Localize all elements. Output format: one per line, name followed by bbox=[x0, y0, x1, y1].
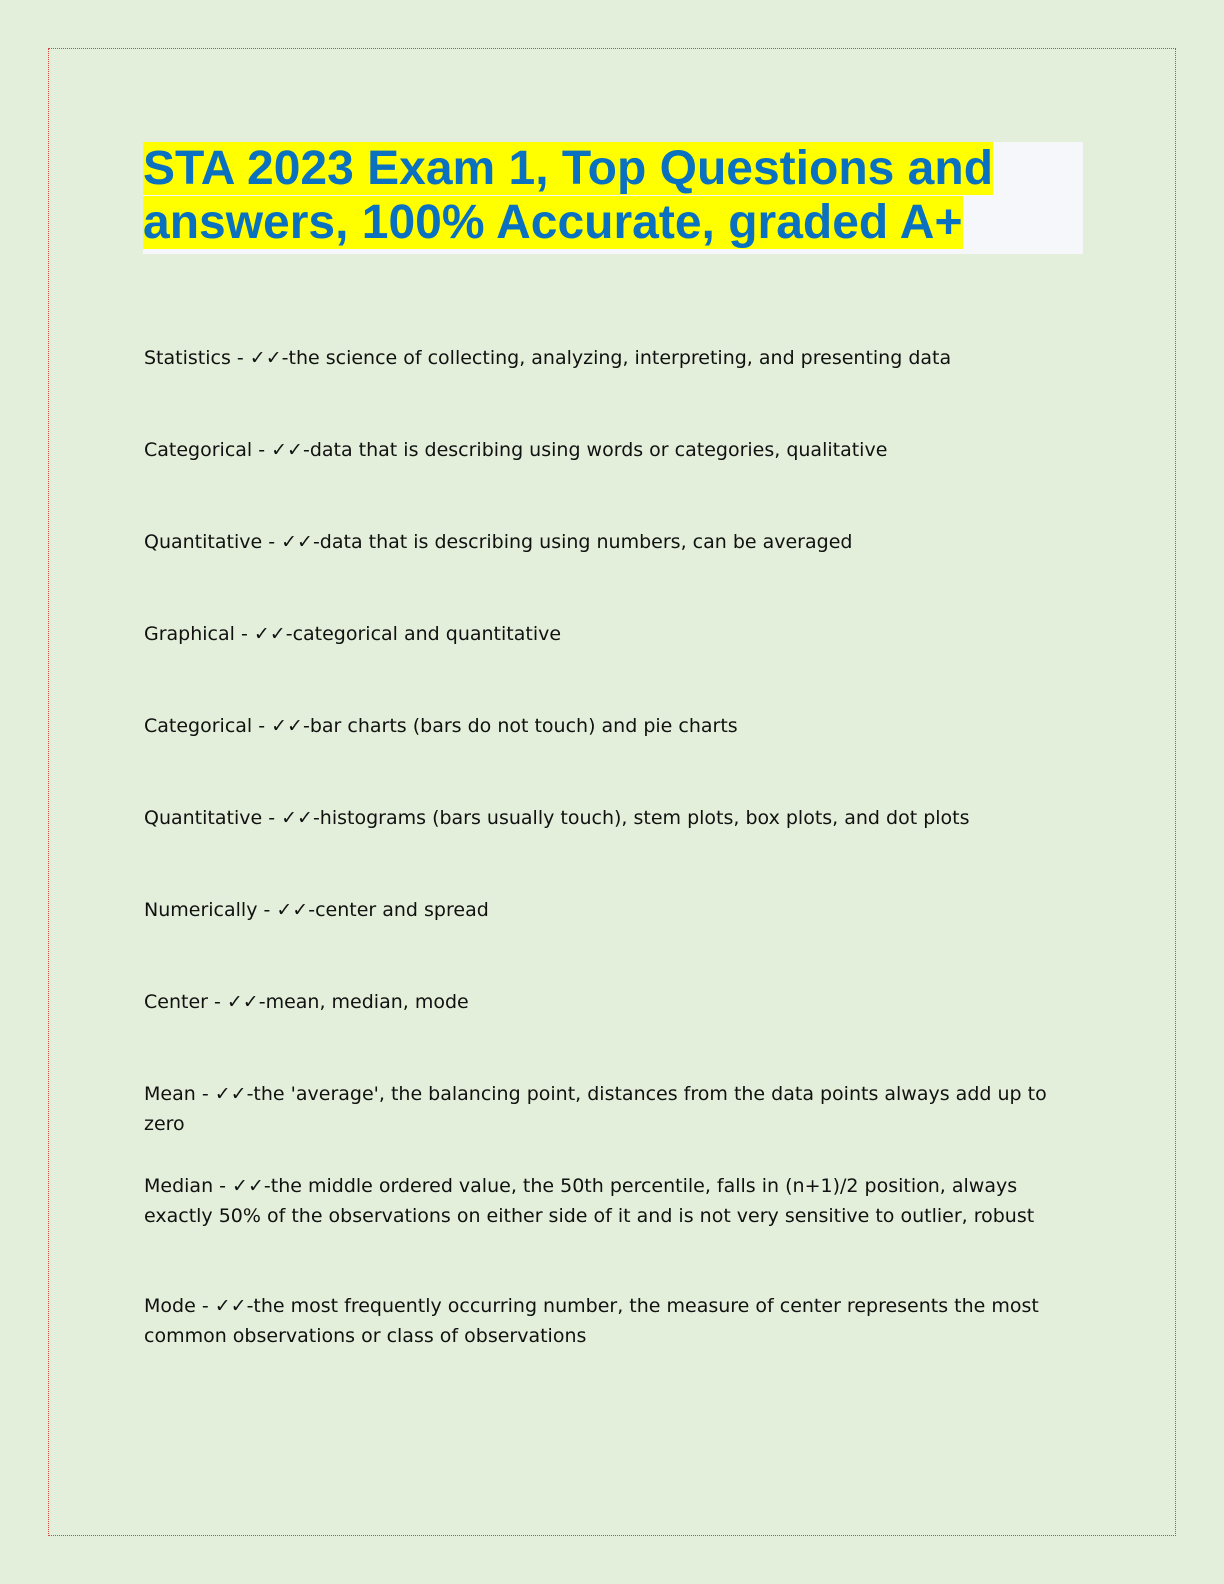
qa-answer: -the science of collecting, analyzing, interpreting, and presenting data bbox=[281, 347, 952, 369]
qa-answer: -histograms (bars usually touch), stem plots, box plots, and dot plots bbox=[312, 807, 970, 829]
qa-separator: - bbox=[213, 1175, 233, 1197]
qa-term: Categorical bbox=[144, 715, 253, 737]
qa-separator: - bbox=[262, 531, 282, 553]
qa-term: Quantitative bbox=[144, 531, 263, 553]
qa-item-graphical bbox=[144, 619, 1089, 649]
double-check-icon: ✓✓ bbox=[214, 1295, 247, 1317]
qa-term: Mode bbox=[144, 1295, 196, 1317]
qa-separator: - bbox=[262, 807, 282, 829]
qa-answer: -the most frequently occurring number, the measure of center represents the most common observations or class of observations bbox=[144, 1295, 1039, 1347]
qa-separator: - bbox=[252, 715, 272, 737]
qa-term: Graphical bbox=[144, 623, 235, 645]
qa-separator: - bbox=[252, 439, 272, 461]
double-check-icon: ✓✓ bbox=[232, 1175, 264, 1197]
title-highlight: STA 2023 Exam 1, Top Questions and answers, 100% Accurate, graded A+ bbox=[143, 142, 994, 249]
qa-item-mean bbox=[144, 1079, 1089, 1139]
qa-separator: - bbox=[207, 991, 227, 1013]
qa-item-center bbox=[144, 987, 1089, 1017]
qa-term: Statistics bbox=[144, 347, 231, 369]
qa-item-categorical bbox=[144, 435, 1089, 465]
qa-answer: -mean, median, mode bbox=[258, 991, 469, 1013]
qa-term: Mean bbox=[144, 1083, 196, 1105]
title-block bbox=[143, 142, 1083, 254]
double-check-icon: ✓✓ bbox=[276, 899, 309, 921]
qa-term: Categorical bbox=[144, 439, 253, 461]
double-check-icon: ✓✓ bbox=[281, 531, 313, 553]
qa-item-numerically bbox=[144, 895, 1089, 925]
qa-answer: -center and spread bbox=[308, 899, 489, 921]
qa-item-median bbox=[144, 1171, 1089, 1231]
qa-answer: -categorical and quantitative bbox=[285, 623, 562, 645]
qa-answer: -bar charts (bars do not touch) and pie charts bbox=[302, 715, 738, 737]
double-check-icon: ✓✓ bbox=[271, 439, 303, 461]
qa-term: Center bbox=[144, 991, 208, 1013]
qa-term: Quantitative bbox=[144, 807, 263, 829]
qa-answer: -the middle ordered value, the 50th percentile, falls in (n+1)/2 position, always exactly 50% of the observations on either side of it and is not very sensitive to outlier, robust bbox=[144, 1175, 1035, 1227]
double-check-icon: ✓✓ bbox=[249, 347, 282, 369]
qa-separator: - bbox=[195, 1295, 215, 1317]
double-check-icon: ✓✓ bbox=[271, 715, 303, 737]
qa-item-statistics bbox=[144, 343, 1089, 373]
qa-answer: -data that is describing using numbers, can be averaged bbox=[312, 531, 853, 553]
qa-item-quantitative-charts bbox=[144, 803, 1089, 833]
qa-item-mode bbox=[144, 1291, 1089, 1351]
qa-separator: - bbox=[230, 347, 250, 369]
double-check-icon: ✓✓ bbox=[281, 807, 313, 829]
double-check-icon: ✓✓ bbox=[253, 623, 286, 645]
double-check-icon: ✓✓ bbox=[226, 991, 259, 1013]
qa-item-quantitative bbox=[144, 527, 1089, 557]
double-check-icon: ✓✓ bbox=[214, 1083, 247, 1105]
qa-answer: -the 'average', the balancing point, distances from the data points always add up to zero bbox=[144, 1083, 1047, 1135]
qa-item-categorical-charts bbox=[144, 711, 1089, 741]
qa-answer: -data that is describing using words or categories, qualitative bbox=[302, 439, 888, 461]
qa-term: Median bbox=[144, 1175, 214, 1197]
document-title bbox=[143, 142, 1083, 250]
qa-term: Numerically bbox=[144, 899, 258, 921]
qa-separator: - bbox=[234, 623, 254, 645]
qa-separator: - bbox=[257, 899, 277, 921]
qa-separator: - bbox=[195, 1083, 215, 1105]
